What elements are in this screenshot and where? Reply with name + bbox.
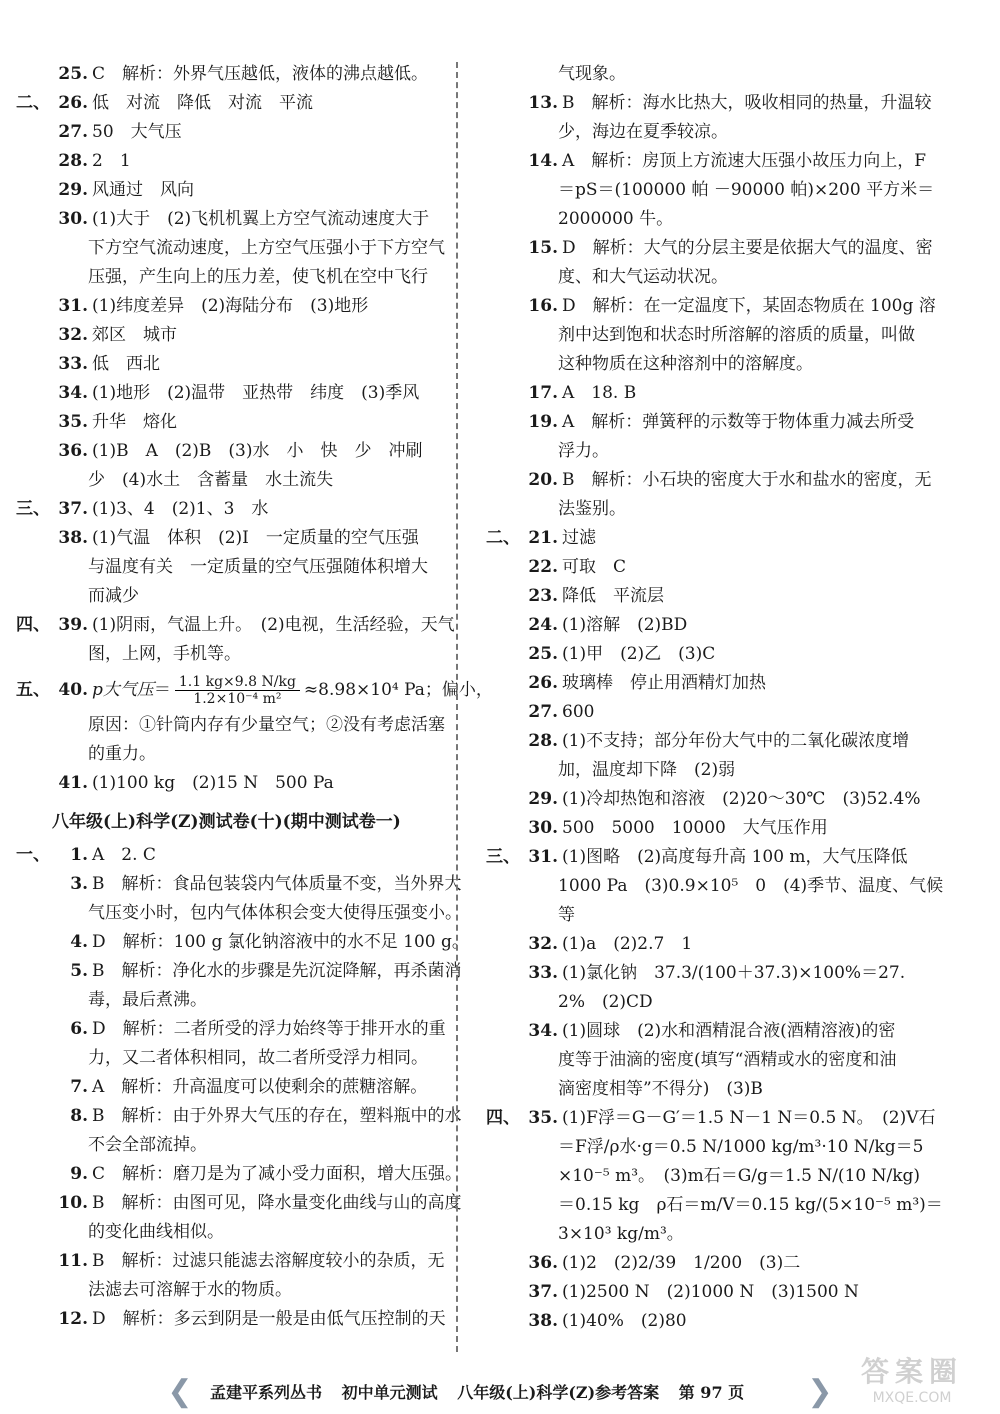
question-number: 30. xyxy=(528,818,558,838)
question-number: 28. xyxy=(58,151,88,171)
fraction-denominator: 1.2×10⁻⁴ m² xyxy=(193,691,282,707)
fraction xyxy=(175,674,300,707)
answer-text: (1)冷却热饱和溶液 (2)20～30℃ (3)52.4% xyxy=(562,789,921,809)
answer-40-formula: 五、 40. p大气压＝ $\frac{1.1 kg\times 9.8 N/kg}{\text{1.2×10⁻⁴ m²}}$ ≈8.98×10⁴ Pa；偏小， xyxy=(8,669,448,711)
question-number: 31. xyxy=(528,847,558,867)
question-number: 17. xyxy=(528,383,558,403)
subject-name: 八年级(上)科学(Z)参考答案 xyxy=(457,1383,660,1402)
answer-line xyxy=(478,930,910,959)
question-number: 31. xyxy=(58,296,88,316)
answer-text: 而减少 xyxy=(88,586,139,606)
answer-text: 600 xyxy=(562,702,595,722)
answer-line xyxy=(478,814,910,843)
answer-line xyxy=(8,870,462,899)
answer-line xyxy=(8,437,448,466)
answer-text: 降低 平流层 xyxy=(562,586,664,606)
answer-continuation xyxy=(8,1044,448,1073)
answer-text: 郊区 城市 xyxy=(92,325,177,345)
answer-line xyxy=(478,1307,910,1336)
answer-text: 图，上网，手机等。 xyxy=(88,644,241,664)
answer-text: B 解析：海水比热大，吸收相同的热量，升温较 xyxy=(562,93,932,113)
answer-text: 升华 熔化 xyxy=(92,412,177,432)
answer-text: 的重力。 xyxy=(88,744,156,764)
question-number: 27. xyxy=(528,702,558,722)
answer-text: 下方空气流动速度，上方空气压强小于下方空气 xyxy=(88,238,445,258)
answer-line xyxy=(478,1249,910,1278)
question-number: 4. xyxy=(70,932,88,952)
answer-text: (1)2500 N (2)1000 N (3)1500 N xyxy=(562,1282,859,1302)
answer-continuation xyxy=(478,437,910,466)
question-number: 7. xyxy=(70,1077,88,1097)
answer-line xyxy=(8,1073,448,1102)
watermark-text: 答案圈 xyxy=(860,1355,963,1388)
answer-continuation xyxy=(478,1191,943,1220)
answer-line xyxy=(8,147,448,176)
answer-text: (1)图略 (2)高度每升高 100 m，大气压降低 xyxy=(562,847,908,867)
answer-line xyxy=(8,379,448,408)
answer-text: (1)2 (2)2/39 1/200 (3)二 xyxy=(562,1253,801,1273)
question-number: 15. xyxy=(528,238,558,258)
question-number: 14. xyxy=(528,151,558,171)
answer-text: A 解析：房顶上方流速大压强小故压力向上，F xyxy=(562,151,927,171)
question-number: 34. xyxy=(528,1021,558,1041)
pressure-symbol: p大气压 xyxy=(92,680,154,700)
answer-text: D 解析：在一定温度下，某固态物质在 100g 溶 xyxy=(562,296,936,316)
question-number: 26. xyxy=(58,93,88,113)
answer-line xyxy=(478,1104,936,1133)
answer-text: (1)氯化钠 37.3/(100＋37.3)×100%＝27. xyxy=(562,963,906,983)
answer-text: 毒，最后煮沸。 xyxy=(88,990,207,1010)
answer-line xyxy=(8,1160,463,1189)
question-number: 25. xyxy=(58,64,88,84)
answer-text: 不会全部流掉。 xyxy=(88,1135,207,1155)
answer-text: 等 xyxy=(558,905,575,925)
answer-text: A 解析：弹簧秤的示数等于物体重力减去所受 xyxy=(562,412,915,432)
answer-text: 的变化曲线相似。 xyxy=(88,1222,224,1242)
test-heading: 八年级(上)科学(Z)测试卷(十)(期中测试卷一) xyxy=(52,812,401,832)
answer-text: 3×10³ kg/m³。 xyxy=(558,1224,684,1244)
answer-text: B 解析：食品包装袋内气体质量不变，当外界大 xyxy=(92,874,462,894)
question-number: 33. xyxy=(58,354,88,374)
answer-text: 2000000 牛。 xyxy=(558,209,674,229)
question-number: 35. xyxy=(528,1108,558,1128)
question-number: 41. xyxy=(58,773,88,793)
answer-text: 2% (2)CD xyxy=(558,992,653,1012)
answer-line xyxy=(8,60,448,89)
answer-line xyxy=(478,524,910,553)
section-label: 三、 xyxy=(486,847,520,867)
answer-continuation xyxy=(478,901,910,930)
question-number: 6. xyxy=(70,1019,88,1039)
answer-line xyxy=(478,843,910,872)
answer-continuation xyxy=(478,205,910,234)
question-number: 20. xyxy=(528,470,558,490)
answer-continuation xyxy=(8,234,448,263)
answer-continuation xyxy=(478,176,935,205)
section-label: 四、 xyxy=(16,615,50,635)
answer-continuation xyxy=(478,350,910,379)
right-column xyxy=(478,60,944,1336)
book-name: 初中单元测试 xyxy=(341,1383,438,1402)
chevron-left-icon[interactable]: ❮ xyxy=(167,1374,193,1409)
answer-continuation xyxy=(8,986,448,1015)
question-number: 36. xyxy=(528,1253,558,1273)
answer-text: (1)3、4 (2)1、3 水 xyxy=(92,499,269,519)
answer-continuation xyxy=(8,740,448,769)
answer-line xyxy=(8,292,448,321)
answer-line xyxy=(8,769,448,798)
answer-text: C 解析：磨刀是为了减小受力面积，增大压强。 xyxy=(92,1164,463,1184)
answer-continuation xyxy=(8,582,448,611)
answer-line xyxy=(8,1247,448,1276)
answer-text: (1)气温 体积 (2)Ⅰ 一定质量的空气压强 xyxy=(92,528,419,548)
answer-text: 风通过 风向 xyxy=(92,180,194,200)
answer-text: 气现象。 xyxy=(558,64,626,84)
answer-text: (1)大于 (2)飞机机翼上方空气流动速度大于 xyxy=(92,209,430,229)
answer-line xyxy=(8,957,462,986)
answer-line xyxy=(478,640,910,669)
answer-line xyxy=(478,234,933,263)
answer-continuation xyxy=(8,1131,448,1160)
answer-continuation xyxy=(478,872,944,901)
answer-text: 滴密度相等”不得分) (3)B xyxy=(558,1079,763,1099)
fraction-numerator: 1.1 kg×9.8 N/kg xyxy=(175,674,300,691)
answer-text: B 解析：小石块的密度大于水和盐水的密度，无 xyxy=(562,470,932,490)
answer-line xyxy=(478,698,910,727)
answer-text: (1)甲 (2)乙 (3)C xyxy=(562,644,716,664)
answer-text: B 解析：过滤只能滤去溶解度较小的杂质，无 xyxy=(92,1251,445,1271)
answer-text: (1)圆球 (2)水和酒精混合液(酒精溶液)的密 xyxy=(562,1021,896,1041)
column-divider xyxy=(456,62,458,1352)
answer-continuation xyxy=(8,263,448,292)
answer-line xyxy=(478,292,936,321)
answer-text: ×10⁻⁵ m³。 (3)m石＝G/g＝1.5 N/(10 N/kg) xyxy=(558,1166,921,1186)
answer-text: 法滤去可溶解于水的物质。 xyxy=(88,1280,292,1300)
footer-text xyxy=(210,1380,758,1403)
question-number: 33. xyxy=(528,963,558,983)
answers-block-b xyxy=(8,711,448,798)
answer-line xyxy=(478,553,910,582)
question-number: 22. xyxy=(528,557,558,577)
question-number: 39. xyxy=(58,615,88,635)
answer-continuation xyxy=(478,1220,910,1249)
answer-text: 低 西北 xyxy=(92,354,160,374)
answer-continuation xyxy=(478,321,915,350)
answer-text: 过滤 xyxy=(562,528,596,548)
answer-line xyxy=(8,1305,448,1334)
answer-line xyxy=(478,89,932,118)
answer-text: D 解析：大气的分层主要是依据大气的温度、密 xyxy=(562,238,933,258)
answer-text: A 2. C xyxy=(92,845,156,865)
question-number: 12. xyxy=(58,1309,88,1329)
left-column xyxy=(8,60,493,1334)
answer-continuation xyxy=(8,1276,448,1305)
question-number: 32. xyxy=(528,934,558,954)
answer-continuation xyxy=(8,899,462,928)
section-label: 四、 xyxy=(486,1108,520,1128)
answer-line xyxy=(8,321,448,350)
question-number: 1. xyxy=(70,845,88,865)
question-number: 37. xyxy=(528,1282,558,1302)
answer-line xyxy=(478,408,915,437)
answer-continuation xyxy=(8,711,448,740)
answer-line xyxy=(478,1017,910,1046)
answer-continuation xyxy=(478,1075,910,1104)
answer-line xyxy=(8,118,448,147)
answer-text: 少 (4)水土 含蓄量 水土流失 xyxy=(88,470,334,490)
chevron-right-icon[interactable]: ❯ xyxy=(807,1374,833,1409)
answer-text: 加，温度却下降 (2)弱 xyxy=(558,760,736,780)
question-number: 37. xyxy=(58,499,88,519)
answer-text: (1)纬度差异 (2)海陆分布 (3)地形 xyxy=(92,296,369,316)
answers-block-a xyxy=(8,60,455,669)
question-number: 36. xyxy=(58,441,88,461)
question-number: 34. xyxy=(58,383,88,403)
page-number: 第 97 页 xyxy=(678,1383,745,1402)
answer-continuation xyxy=(478,495,910,524)
question-number: 5. xyxy=(70,961,88,981)
section-label: 二、 xyxy=(16,93,50,113)
answer-text: 法鉴别。 xyxy=(558,499,626,519)
answer-line xyxy=(8,495,448,524)
answer-line xyxy=(478,1278,910,1307)
answer-continuation xyxy=(8,1218,448,1247)
answer-line xyxy=(478,582,910,611)
answer-line xyxy=(8,408,448,437)
answer-line xyxy=(8,89,448,118)
answer-line xyxy=(8,611,455,640)
question-number: 10. xyxy=(58,1193,88,1213)
answer-text: 与温度有关 一定质量的空气压强随体积增大 xyxy=(88,557,428,577)
question-number: 32. xyxy=(58,325,88,345)
answer-text: (1)地形 (2)温带 亚热带 纬度 (3)季风 xyxy=(92,383,420,403)
section-label: 一、 xyxy=(16,845,50,865)
answer-continuation xyxy=(478,60,910,89)
answer-text: 2 1 xyxy=(92,151,131,171)
answer-text: B 解析：由图可见，降水量变化曲线与山的高度 xyxy=(92,1193,462,1213)
answer-text: 500 5000 10000 大气压作用 xyxy=(562,818,828,838)
answer-text: 可取 C xyxy=(562,557,627,577)
watermark-url: MXQE.COM xyxy=(872,1390,952,1406)
answer-text: (1)B A (2)B (3)水 小 快 少 冲刷 xyxy=(92,441,423,461)
answer-line xyxy=(8,841,448,870)
answer-text: A 解析：升高温度可以使剩余的蔗糖溶解。 xyxy=(92,1077,428,1097)
answer-text: B 解析：由于外界大气压的存在，塑料瓶中的水 xyxy=(92,1106,462,1126)
answer-text: (1)溶解 (2)BD xyxy=(562,615,688,635)
question-number: 35. xyxy=(58,412,88,432)
answer-line xyxy=(8,1189,462,1218)
answer-text: D 解析：100 g 氯化钠溶液中的水不足 100 g。 xyxy=(92,932,469,952)
question-number: 38. xyxy=(58,528,88,548)
question-number: 9. xyxy=(70,1164,88,1184)
answer-text: D 解析：多云到阴是一般是由低气压控制的天 xyxy=(92,1309,446,1329)
series-name: 孟建平系列丛书 xyxy=(210,1383,323,1402)
answer-text: 50 大气压 xyxy=(92,122,182,142)
answer-text: A 18. B xyxy=(562,383,637,403)
answer-continuation xyxy=(478,988,910,1017)
answer-line xyxy=(478,727,910,756)
question-number: 29. xyxy=(58,180,88,200)
answer-text: (1)不支持；部分年份大气中的二氧化碳浓度增 xyxy=(562,731,910,751)
answer-continuation xyxy=(478,1162,921,1191)
answer-text: 气压变小时，包内气体体积会变大使得压强变小。 xyxy=(88,903,462,923)
answer-text: (1)阴雨，气温上升。 (2)电视，生活经验，天气 xyxy=(92,615,455,635)
answer-continuation xyxy=(478,1046,910,1075)
answer-text: 这种物质在这种溶剂中的溶解度。 xyxy=(558,354,813,374)
question-number: 23. xyxy=(528,586,558,606)
section-label: 五、 xyxy=(16,680,50,700)
answer-text: B 解析：净化水的步骤是先沉淀降解，再杀菌消 xyxy=(92,961,462,981)
answer-continuation xyxy=(478,1133,924,1162)
question-number: 25. xyxy=(528,644,558,664)
watermark-logo xyxy=(832,1350,992,1410)
answer-line xyxy=(8,176,448,205)
question-number: 30. xyxy=(58,209,88,229)
answer-line xyxy=(8,524,448,553)
question-number: 19. xyxy=(528,412,558,432)
answer-text: (1)F浮＝G－G′＝1.5 N－1 N＝0.5 N。 (2)V石 xyxy=(562,1108,936,1128)
question-number: 27. xyxy=(58,122,88,142)
question-number: 11. xyxy=(58,1251,88,1271)
answer-text: 原因：①针筒内存有少量空气；②没有考虑活塞 xyxy=(88,715,445,735)
formula-result: ≈8.98×10⁴ Pa；偏小， xyxy=(303,680,493,700)
answer-line xyxy=(8,928,469,957)
answer-text: 1000 Pa (3)0.9×10⁵ 0 (4)季节、温度、气候 xyxy=(558,876,944,896)
answer-text: 度等于油滴的密度(填写“酒精或水的密度和油 xyxy=(558,1050,897,1070)
answer-text: ＝0.15 kg ρ石＝m/V＝0.15 kg/(5×10⁻⁵ m³)＝ xyxy=(558,1195,943,1215)
answer-text: 低 对流 降低 对流 平流 xyxy=(92,93,313,113)
question-number: 26. xyxy=(528,673,558,693)
answer-text: 力，又二者体积相同，故二者所受浮力相同。 xyxy=(88,1048,428,1068)
answer-text: 玻璃棒 停止用酒精灯加热 xyxy=(562,673,766,693)
answer-line xyxy=(478,959,910,988)
answer-line xyxy=(478,785,921,814)
answers-block-c xyxy=(8,841,469,1334)
question-number: 21. xyxy=(528,528,558,548)
answer-line xyxy=(478,466,932,495)
section-label: 二、 xyxy=(486,528,520,548)
question-number: 29. xyxy=(528,789,558,809)
question-number: 40. xyxy=(58,680,88,700)
answer-continuation xyxy=(478,263,910,292)
answer-text: (1)40% (2)80 xyxy=(562,1311,687,1331)
answer-text: 剂中达到饱和状态时所溶解的溶质的质量，叫做 xyxy=(558,325,915,345)
answer-continuation xyxy=(8,553,448,582)
answer-text: 浮力。 xyxy=(558,441,609,461)
answer-line xyxy=(478,669,910,698)
question-number: 38. xyxy=(528,1311,558,1331)
answer-text: 少，海边在夏季较凉。 xyxy=(558,122,728,142)
answer-text: C 解析：外界气压越低，液体的沸点越低。 xyxy=(92,64,429,84)
answer-text: ＝pS＝(100000 帕 －90000 帕)×200 平方米＝ xyxy=(558,180,935,200)
answer-line xyxy=(8,1015,448,1044)
answer-line xyxy=(8,350,448,379)
question-number: 8. xyxy=(70,1106,88,1126)
answer-line xyxy=(8,205,448,234)
answer-continuation xyxy=(8,466,448,495)
question-number: 3. xyxy=(70,874,88,894)
answer-text: (1)100 kg (2)15 N 500 Pa xyxy=(92,773,334,793)
answer-line xyxy=(8,1102,462,1131)
answer-text: ＝F浮/ρ水·g＝0.5 N/1000 kg/m³·10 N/kg＝5 xyxy=(558,1137,924,1157)
section-label: 三、 xyxy=(16,499,50,519)
answer-text: D 解析：二者所受的浮力始终等于排开水的重 xyxy=(92,1019,446,1039)
answer-continuation xyxy=(478,756,910,785)
question-number: 16. xyxy=(528,296,558,316)
question-number: 13. xyxy=(528,93,558,113)
answer-line xyxy=(478,379,910,408)
answer-text: 压强，产生向上的压力差，使飞机在空中飞行 xyxy=(88,267,428,287)
question-number: 28. xyxy=(528,731,558,751)
answer-line xyxy=(478,611,910,640)
answer-text: 度、和大气运动状况。 xyxy=(558,267,728,287)
answer-text: (1)a (2)2.7 1 xyxy=(562,934,693,954)
answer-line xyxy=(478,147,927,176)
answer-continuation xyxy=(8,640,448,669)
question-number: 24. xyxy=(528,615,558,635)
answer-continuation xyxy=(478,118,910,147)
